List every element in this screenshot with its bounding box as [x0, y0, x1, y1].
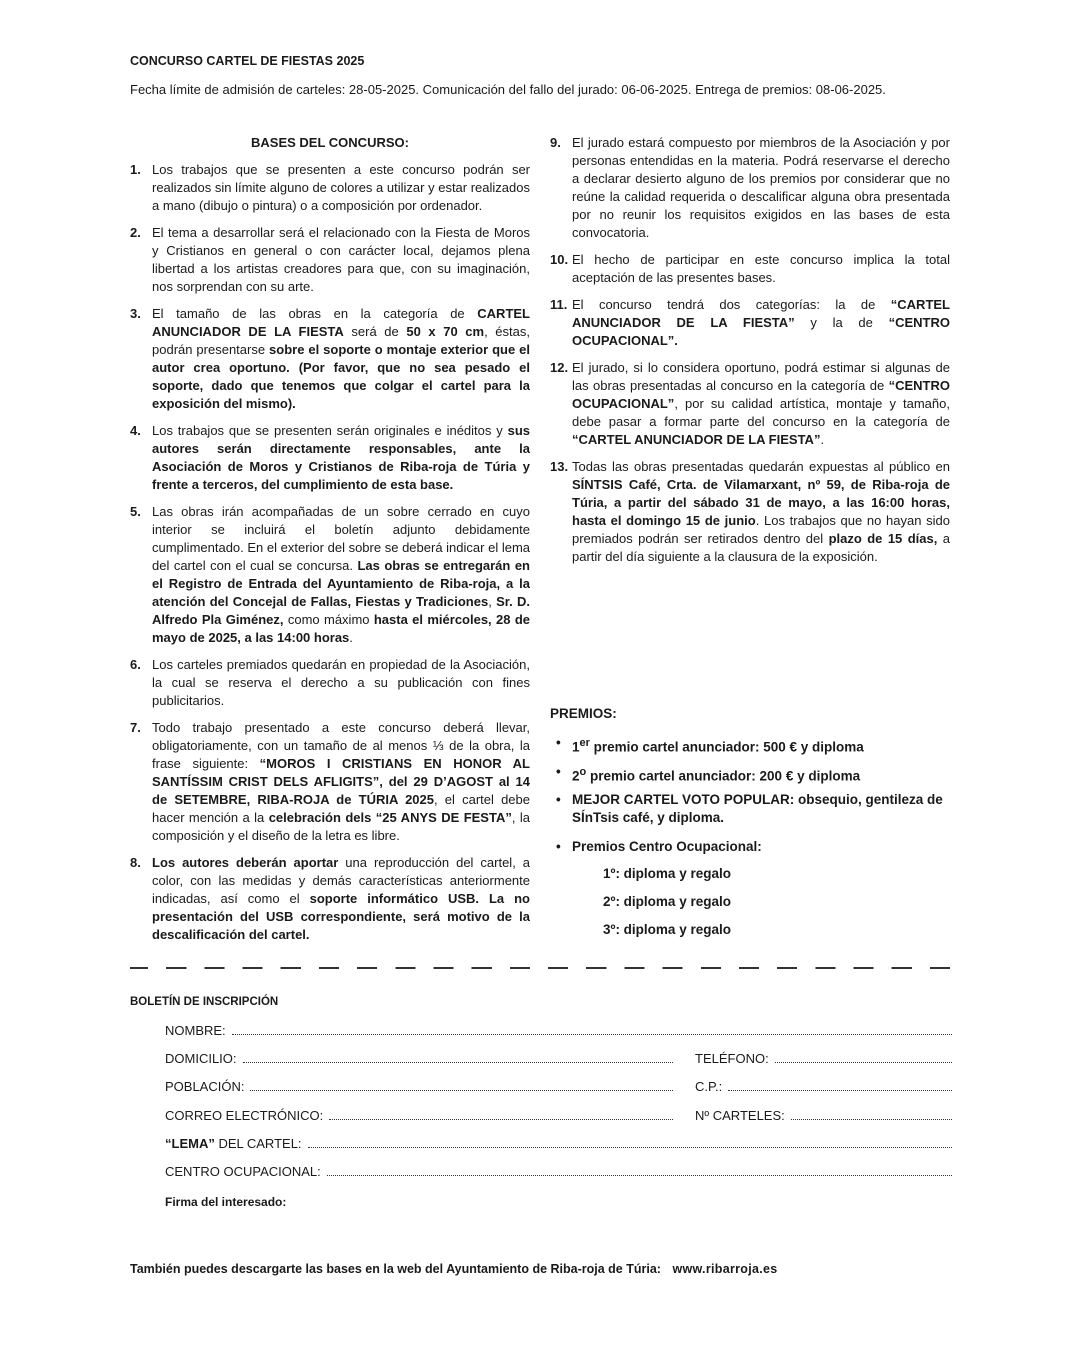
lema-field[interactable]: “LEMA” DEL CARTEL:	[165, 1135, 952, 1151]
rule-13	[550, 458, 950, 566]
prize-first: • 1er premio cartel anunciador: 500 € y diploma	[556, 735, 864, 755]
poblacion-line[interactable]	[250, 1078, 673, 1091]
rules-column-left	[130, 134, 530, 953]
rule-4	[130, 422, 530, 494]
cut-line	[130, 967, 952, 969]
rules-column-right	[550, 134, 950, 575]
centro-line[interactable]	[327, 1163, 952, 1176]
rule-text: El hecho de participar en este concurso implica la total aceptación de las presentes bases.	[572, 252, 950, 285]
bullet-icon: •	[556, 792, 561, 807]
domicilio-field[interactable]: DOMICILIO:	[165, 1050, 673, 1066]
rule-number: 3.	[130, 306, 141, 321]
rule-12	[550, 359, 950, 449]
rule-number: 2.	[130, 225, 141, 240]
centro-ocupacional-field[interactable]: CENTRO OCUPACIONAL:	[165, 1163, 952, 1179]
rule-10	[550, 251, 950, 287]
rule-number: 10.	[550, 252, 569, 267]
rule-number: 5.	[130, 504, 141, 519]
lema-line[interactable]	[308, 1135, 952, 1148]
rule-number: 7.	[130, 720, 141, 735]
prize-second: • 2$^o$ premio cartel anunciador: 200 € y diploma	[556, 764, 861, 784]
centro-prize-2: 2º: diploma y regalo	[603, 894, 731, 909]
rule-text: Las obras irán acompañadas de un sobre cerrado en cuyo interior se incluirá el boletín adjunto debidamente cumplimentado. En el exterior del sobre se deberá indicar el lema del cartel con el cual se concursa. Las obras se entregarán en el Registro de Entrada del Ayuntamiento de Riba-roja, a la atención del Concejal de Fallas, Fiestas y Tradiciones, Sr. D. Alfredo Pla Giménez, como máximo hasta el miércoles, 28 de mayo de 2025, a las 14:00 horas.	[152, 504, 531, 645]
website-link[interactable]: www.ribarroja.es	[672, 1262, 778, 1276]
rule-number: 9.	[550, 135, 561, 150]
bullet-icon: •	[556, 839, 561, 854]
correo-field[interactable]: CORREO ELECTRÓNICO:	[165, 1107, 673, 1123]
rule-text: El tamaño de las obras en la categoría de CARTEL ANUNCIADOR DE LA FIESTA será de 50 x 70 cm, éstas, podrán presentarse sobre el soporte o montaje exterior que el autor crea oportuno. (Por favor, que no sea pesado el soporte, dado que tenemos que colgar el cartel para la exposición del mismo).	[152, 306, 530, 411]
rule-text: El tema a desarrollar será el relacionado con la Fiesta de Moros y Cristianos en general o con carácter local, dejamos plena libertad a los artistas creadores para que, con su imaginación, nos sorprendan con su arte.	[152, 225, 530, 294]
rule-number: 1.	[130, 162, 141, 177]
deadline-dates: Fecha límite de admisión de carteles: 28-05-2025. Comunicación del fallo del jurado: 06-06-2025. Entrega de premios: 08-06-2025.	[130, 82, 886, 97]
rule-8	[130, 854, 530, 944]
rule-text: Los carteles premiados quedarán en propiedad de la Asociación, la cual se reserva el derecho a su publicación con fines publicitarios.	[152, 657, 530, 708]
rule-text: Todas las obras presentadas quedarán expuestas al público en SÍNTSIS Café, Crta. de Vilamarxant, nº 59, de Riba-roja de Túria, a partir del sábado 31 de mayo, a las 16:00 horas, hasta el domingo 15 de junio. Los trabajos que no hayan sido premiados podrán ser retirados dentro del plazo de 15 días, a partir del día siguiente a la clausura de la exposición.	[572, 459, 950, 564]
nombre-line[interactable]	[232, 1022, 952, 1035]
rule-5	[130, 503, 530, 647]
rule-2	[130, 224, 530, 296]
rule-text: El concurso tendrá dos categorías: la de “CARTEL ANUNCIADOR DE LA FIESTA” y la de “CENTRO OCUPACIONAL”.	[572, 297, 950, 348]
rule-text: El jurado, si lo considera oportuno, podrá estimar si algunas de las obras presentadas al concurso en la categoría de “CENTRO OCUPACIONAL”, por su calidad artística, montaje y tamaño, debe pasar a formar parte del concurso en la categoría de “CARTEL ANUNCIADOR DE LA FIESTA”.	[572, 360, 950, 447]
prizes-title: PREMIOS:	[550, 706, 617, 721]
rule-7	[130, 719, 530, 845]
footer-note: También puedes descargarte las bases en la web del Ayuntamiento de Riba-roja de Túria: www.ribarroja.es	[130, 1262, 778, 1276]
page-title: CONCURSO CARTEL DE FIESTAS 2025	[130, 54, 365, 68]
rule-number: 6.	[130, 657, 141, 672]
centro-prize-1: 1º: diploma y regalo	[603, 866, 731, 881]
rule-1	[130, 161, 530, 215]
rule-text: Todo trabajo presentado a este concurso deberá llevar, obligatoriamente, con un tamaño de al menos ⅓ de la obra, la frase siguiente: “MOROS I CRISTIANS EN HONOR AL SANTÍSSIM CRIST DELS AFLIGITS”, del 29 D’AGOST al 14 de SETEMBRE, RIBA-ROJA de TÚRIA 2025, el cartel debe hacer mención a la celebración dels “25 ANYS DE FESTA”, la composición y el diseño de la letra es libre.	[152, 720, 531, 843]
rule-text: Los trabajos que se presenten serán originales e inéditos y sus autores serán directamente responsables, ante la Asociación de Moros y Cristianos de Riba-roja de Túria y frente a terceros, del cumplimiento de esta base.	[152, 423, 530, 492]
rule-number: 12.	[550, 360, 569, 375]
rule-3	[130, 305, 530, 413]
telefono-field[interactable]: TELÉFONO:	[695, 1050, 952, 1066]
rule-text: Los autores deberán aportar una reproducción del cartel, a color, con las medidas y demás características anteriormente indicadas, así como el soporte informático USB. La no presentación del USB correspondiente, será motivo de la descalificación del cartel.	[152, 855, 530, 942]
cp-line[interactable]	[728, 1078, 952, 1091]
poblacion-field[interactable]: POBLACIÓN:	[165, 1078, 673, 1094]
prize-centro: • Premios Centro Ocupacional:	[556, 839, 762, 854]
bullet-icon: •	[556, 735, 561, 750]
rule-number: 8.	[130, 855, 141, 870]
cp-field[interactable]: C.P.:	[695, 1078, 952, 1094]
rule-number: 4.	[130, 423, 141, 438]
form-title: BOLETÍN DE INSCRIPCIÓN	[130, 996, 279, 1008]
rule-text: El jurado estará compuesto por miembros de la Asociación y por personas entendidas en la materia. Podrá reservarse el derecho a declarar desierto alguno de los premios por considerar que no reúne la calidad requerida o descalificar alguna obra presentada por no reunir los requisitos exigidos en las bases de esta convocatoria.	[572, 135, 950, 240]
signature-label: Firma del interesado:	[165, 1195, 287, 1209]
domicilio-line[interactable]	[243, 1050, 673, 1063]
rule-9	[550, 134, 950, 242]
bullet-icon: •	[556, 764, 561, 779]
nombre-field[interactable]: NOMBRE:	[165, 1022, 952, 1038]
correo-line[interactable]	[329, 1107, 673, 1120]
rule-number: 11.	[550, 297, 568, 312]
rule-number: 13.	[550, 459, 569, 474]
carteles-field[interactable]: Nº CARTELES:	[695, 1107, 952, 1123]
prize-popular: • MEJOR CARTEL VOTO POPULAR: obsequio, gentileza de SÍnTsis café, y diploma.	[556, 792, 943, 825]
rule-text: Los trabajos que se presenten a este concurso podrán ser realizados sin límite alguno de colores a utilizar y estar realizados a mano (dibujo o pintura) o a composición por ordenador.	[152, 162, 530, 213]
rule-6	[130, 656, 530, 710]
carteles-line[interactable]	[791, 1107, 952, 1120]
telefono-line[interactable]	[775, 1050, 952, 1063]
rule-11	[550, 296, 950, 350]
bases-heading: BASES DEL CONCURSO:	[251, 135, 409, 150]
centro-prize-3: 3º: diploma y regalo	[603, 922, 731, 937]
